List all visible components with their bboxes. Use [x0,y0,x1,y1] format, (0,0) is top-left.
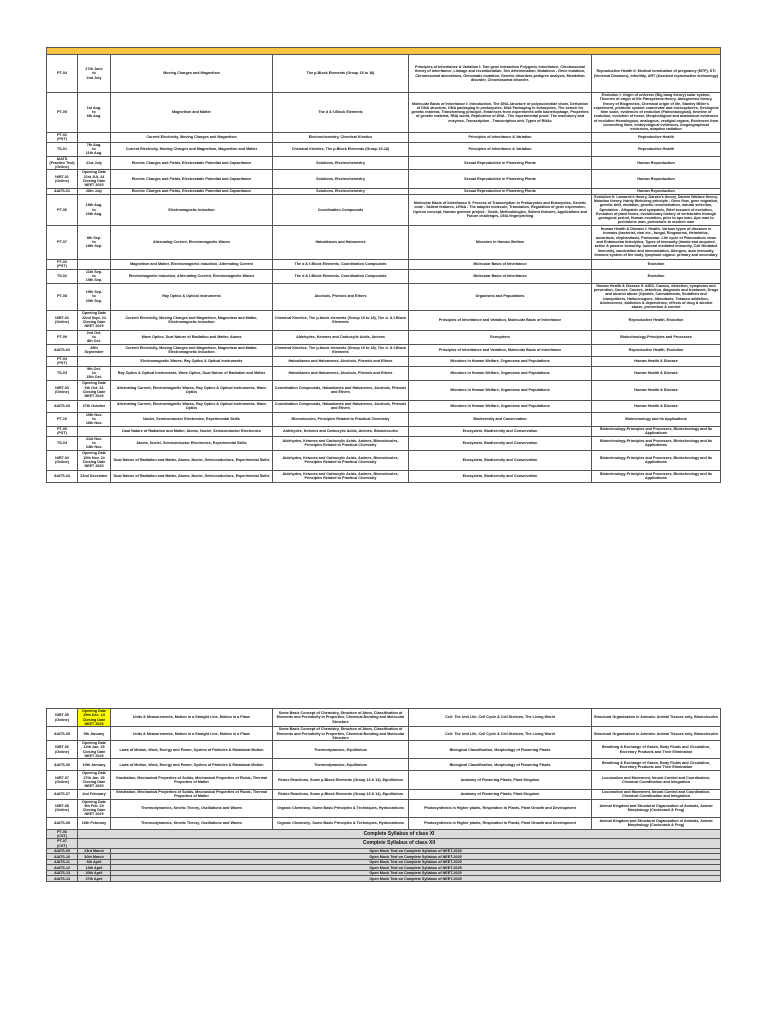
chemistry-cell: Aldehydes, Ketones and Carboxylic Acids, Amines, Biomolecules [273,426,409,436]
biology-cell: Locomotion and Movement, Neural Control and Coordination, Chemical Coordination and Integration [592,771,721,789]
chemistry-cell: Thermodynamics, Equilibrium [273,741,409,759]
biology-cell: Microbes in Human Welfare [409,225,592,259]
test-name-cell: AIATS-04 [47,470,78,482]
biology-cell: Biotechnology-Principles and Processes, Biotechnology and its Applications [592,436,721,450]
biology-cell: Human Health & Disease [592,400,721,412]
date-cell: 30th March [78,854,111,860]
biology-cell: Molecular Basis of Inheritance II: Process of Transcription in Prokaryotes and Eukaryotes, Genetic code - Salient features, t-RNA - The adapter molecule, Translation, Regulation of gene expression, Operon concept, Human genome project - Goals, Methodologies, Salient features, Applications and Future challenges, DNA fingerprinting [409,194,592,225]
syllabus-cell: Complete Syllabus of class XII [78,839,721,849]
table-row [47,55,721,93]
biology-cell: Reproductive Health, Evolution [592,344,721,356]
table-row [47,709,721,727]
physics-cell: Current Electricity, Moving Charges and Magnetism, Magnetism and Matter, Electromagnetic Induction [111,344,273,356]
biology-cell: Evolution II: Lamarck's theory, Darwin's theory, Darwin Wallace theory, Mutation theory, Hardy Weinberg principle - Gene flow, gene migration, genetic drift, mutation, genetic recombination, natural selection, Speciation - Allopatric and sympatric, Brief account of evolution, Evolution of plant forms, evolutionary history of vertebrates through geological period, Human evolution, prior to ape man, Ape man to prehistoric man, prehistoric to modern man [592,194,721,225]
table-row [47,380,721,400]
chemistry-cell: Coordination Compounds [273,194,409,225]
date-cell: 18th Aug. to 20th Aug. [78,194,111,225]
chemistry-cell: Organic Chemistry- Some Basic Principles & Techniques, Hydrocarbons [273,799,409,817]
table-row [47,759,721,771]
chemistry-cell: Solutions, Electrochemistry [273,188,409,194]
date-cell: 21st Nov. to 24th Nov. [78,436,111,450]
biology-cell: Principles of Inheritance and Variation, Molecular Basis of Inheritance [409,310,592,330]
date-cell: 13th April [78,865,111,871]
biology-cell: Human Health & Disease [592,380,721,400]
biology-cell: Sexual Reproduction in Flowering Plants [409,156,592,170]
physics-cell: Gravitation, Mechanical Properties of Solids, Mechanical Properties of Fluids, Thermal Properties of Matter [111,789,273,799]
biology-cell: Ecosystem, Biodiversity and Conservation [409,436,592,450]
physics-cell: Nuclei, Semiconductor Electronics, Experimental Skills [111,412,273,426]
biology-cell: Reproductive Health, Evolution [592,310,721,330]
chemistry-cell: Solutions, Electrochemistry [273,170,409,188]
physics-cell: Current Electricity, Moving Charges and Magnetism [111,132,273,142]
test-name-cell: AIATS-07 [47,789,78,799]
chemistry-cell: Solutions, Electrochemistry [273,156,409,170]
chemistry-cell: Organic Chemistry- Some Basic Principles & Techniques, Hydrocarbons [273,817,409,829]
chemistry-cell: Chemical Kinetics, The p-block elements (Group 15 to 18), The d- & f-Block Elements [273,344,409,356]
physics-cell: Laws of Motion, Work, Energy and Power, System of Particles & Rotational Motion [111,759,273,771]
biology-cell: Molecular Basis of Inheritance [409,259,592,269]
date-cell: 11th Sep. to 15th Sep. [78,269,111,283]
date-cell: Opening Date 21st JUL 24 Closing Date NEET 2025 [78,170,111,188]
biology-cell: Ecosystem, Biodiversity and Conservation [409,470,592,482]
syllabus-cell: Open Mock Test on Complete Syllabus of NEET-2025 [111,859,721,865]
biology-cell: Principles of Inheritance & Variation [409,132,592,142]
chemistry-cell: Redox Reactions, Some p-Block Elements (Group 13 & 14), Equilibrium [273,771,409,789]
date-cell: 21st July [78,156,111,170]
table-row [47,344,721,356]
physics-cell: Dual Nature of Radiation and Matter, Atoms, Nuclei, Semiconductor Electronics [111,426,273,436]
chemistry-cell: Chemical Kinetics, The p-block elements (Group 15 to 18), The d- & f-Block Elements [273,310,409,330]
biology-cell: Microbes in Human Welfare, Organisms and Populations [409,400,592,412]
test-name-cell: AIATS-01 [47,188,78,194]
biology-cell: Principles of Inheritance & Variation [409,142,592,156]
biology-cell: Human Health & Disease [592,366,721,380]
table-row [47,283,721,310]
biology-cell: Structural Organisation in Animals: Animal Tissues only, Biomolecules [592,727,721,741]
physics-cell: Electromagnetic Induction [111,194,273,225]
chemistry-cell: Haloalkanes and Haloarenes, Alcohols, Phenols and Ethers [273,356,409,366]
schedule-table-bottom [46,708,721,882]
physics-cell: Wave Optics, Dual Nature of Radiation and Matter, Atoms [111,330,273,344]
biology-cell: Ecosystem, Biodiversity and Conservation [409,450,592,470]
biology-cell: Reproductive Health II: Medical termination of pregnancy (MTP), STI (Venereal Diseases), Infertility, ART (Assisted reproductive technology) [592,55,721,93]
biology-cell: Cell: The Unit Life, Cell Cycle & Cell Division, The Living World [409,727,592,741]
chemistry-cell: Coordination Compounds, Haloalkanes and Haloarenes, Alcohols, Phenols and Ethers [273,400,409,412]
test-name-cell: PT-10 [47,412,78,426]
chemistry-cell: Thermodynamics, Equilibrium [273,759,409,771]
biology-cell: Principles of Inheritance and Variation, Molecular Basis of Inheritance [409,344,592,356]
date-cell: Opening Date 10th Nov. 24 Closing Date NEET 2025 [78,450,111,470]
test-name-cell: TS-01 [47,142,78,156]
physics-cell: Electric Charges and Fields, Electrostatic Potential and Capacitance [111,170,273,188]
biology-cell: Animal Kingdom and Structural Organisation of Animals, Animal Morphology (Cockroach & Frog) [592,799,721,817]
biology-cell: Evolution [592,269,721,283]
date-cell [78,259,111,269]
biology-cell: Molecular Basis of Inheritance [409,269,592,283]
physics-cell: Current Electricity, Moving Charges and Magnetism, Magnetism and Matter, Electromagnetic Induction [111,310,273,330]
test-name-cell: NIRT-05 (Online) [47,709,78,727]
physics-cell: Laws of Motion, Work, Energy and Power, System of Particles & Rotational Motion [111,741,273,759]
date-cell: 2nd February [78,789,111,799]
test-name-cell: TS-03 [47,366,78,380]
table-row [47,470,721,482]
biology-cell: Reproductive Health [592,132,721,142]
test-name-cell: NIRT-06 (Online) [47,741,78,759]
biology-cell: Evolution [592,259,721,269]
biology-cell: Sexual Reproduction in Flowering Plants [409,170,592,188]
date-cell: 6th April [78,859,111,865]
biology-cell: Locomotion and Movement, Neural Control and Coordination, Chemical Coordination and Integration [592,789,721,799]
biology-cell: Microbes in Human Welfare, Organisms and Populations [409,356,592,366]
test-name-cell: AIATS-11 [47,859,78,865]
table-row [47,799,721,817]
physics-cell: Ray Optics & Optical Instruments [111,283,273,310]
test-name-cell: PT-08 [47,283,78,310]
chemistry-cell: Coordination Compounds, Haloalkanes and Haloarenes, Alcohols, Phenols and Ethers [273,380,409,400]
biology-cell: Evolution I: Origin of universe (Big bang theory) solar system, Theories of origin of life Panspermia theory, Abiogenesis theory, theory of Biogenesis, Chemical origin of life, Stanley Miller's experiment, prebiotic system coacervate and microspheres, Geological time scale, evidences of evolution (Paleontological), timeline of evolution, evolution of horse, Morphological and anatomical evidences of evolution Homologous, analogous, vestigial organs, Evidences from connecting links, embryological evidences, biogeographical evidences, adaptive radiation [592,93,721,133]
test-name-cell: PT-03 (PST) [47,259,78,269]
date-cell: 7th Aug. to 11th Aug. [78,142,111,156]
test-name-cell: AIATS-06 [47,759,78,771]
test-name-cell: AIATS (Practice Test) (Online) [47,156,78,170]
physics-cell: Electric Charges and Fields, Electrostatic Potential and Capacitance [111,156,273,170]
date-cell: 27th April [78,876,111,882]
table-row [47,817,721,829]
biology-cell: Animal Kingdom and Structural Organisation of Animals, Animal Morphology (Cockroach & Frog) [592,817,721,829]
test-name-cell: PT-09 [47,330,78,344]
test-name-cell: AIATS-09 [47,848,78,854]
biology-cell: Biological Classification, Morphology of Flowering Plants [409,741,592,759]
date-cell: 8th Sep. to 18th Sep. [78,225,111,259]
chemistry-cell: The p-Block Elements (Group 15 to 18) [273,55,409,93]
table-row [47,170,721,188]
date-cell: 2nd Oct. to 8th Oct. [78,330,111,344]
test-name-cell: PT-04 [47,55,78,93]
chemistry-cell: Aldehydes, Ketones and Carboxylic Acids, Amines, Biomolecules, Principles Related to Practical Chemistry [273,450,409,470]
date-cell: 29th September [78,344,111,356]
biology-cell: Reproductive Health [592,142,721,156]
table-row [47,741,721,759]
test-name-cell: AIATS-10 [47,854,78,860]
test-name-cell: AIATS-05 [47,727,78,741]
test-name-cell: NIRT-08 (Online) [47,799,78,817]
chemistry-cell: Alcohols, Phenols and Ethers [273,283,409,310]
test-name-cell: PT-06 [47,194,78,225]
test-name-cell: PT-07 [47,225,78,259]
physics-cell: Electromagnetic Waves, Ray Optics & Optical Instruments [111,356,273,366]
physics-cell: Units & Measurements, Motion in a Straight Line, Motion in a Plane [111,709,273,727]
physics-cell: Alternating Current, Electromagnetic Waves [111,225,273,259]
table-row [47,436,721,450]
biology-cell: Ecosystem [409,330,592,344]
biology-cell: Biotechnology-Principles and Processes, Biotechnology and its Applications [592,450,721,470]
table-row [47,771,721,789]
physics-cell: Ray Optics & Optical Instruments, Wave Optics, Dual Nature of Radiation and Matter [111,366,273,380]
physics-cell: Electric Charges and Fields, Electrostatic Potential and Capacitance [111,188,273,194]
date-cell: 23rd March [78,848,111,854]
date-cell: 28th July [78,188,111,194]
test-name-cell: TS-02 [47,269,78,283]
table-row [47,330,721,344]
date-cell: 27th October [78,400,111,412]
table-row [47,450,721,470]
chemistry-cell: Some Basic Concept of Chemistry, Structure of Atom, Classification of Elements and Periodicity in Properties, Chemical Bonding and Molecular Structure [273,709,409,727]
date-cell: Opening Date 22nd Sept. 24 Closing Date NEET 2025 [78,310,111,330]
test-name-cell: AIATS-08 [47,817,78,829]
physics-cell: Dual Nature of Radiation and Matter, Atoms, Nuclei, Semiconductors, Experimental Skills [111,470,273,482]
chemistry-cell: Biomolecules, Principles Related to Practical Chemistry [273,412,409,426]
table-row [47,400,721,412]
biology-cell: Biodiversity and Conservation [409,412,592,426]
chemistry-cell: Chemical Kinetics, The p-Block Elements (Group 15-18) [273,142,409,156]
date-cell [78,356,111,366]
table-row [47,310,721,330]
biology-cell: Microbes in Human Welfare, Organisms and Populations [409,380,592,400]
physics-cell: Alternating Current, Electromagnetic Waves, Ray Optics & Optical Instruments, Wave Optics [111,400,273,412]
biology-cell: Photosynthesis in Higher plants, Respiration in Plants, Plant Growth and Development [409,817,592,829]
biology-cell: Biotechnology-Principles and Processes, Biotechnology and its Applications [592,470,721,482]
biology-cell: Cell: The Unit Life, Cell Cycle & Cell Division, The Living World [409,709,592,727]
physics-cell: Magnetism and Matter [111,93,273,133]
table-row [47,225,721,259]
syllabus-cell: Complete Syllabus of class XI [78,829,721,839]
test-name-cell: PT-04 (PST) [47,356,78,366]
chemistry-cell: The d & f-Block Elements, Coordination Compounds [273,269,409,283]
test-name-cell: NIRT-03 (Online) [47,380,78,400]
syllabus-cell: Open Mock Test on Complete Syllabus of NEET-2025 [111,865,721,871]
biology-cell: Human Reproduction [592,156,721,170]
physics-cell: Thermodynamics, Kinetic Theory, Oscillations and Waves [111,799,273,817]
table-row [47,269,721,283]
test-name-cell: NIRT-07 (Online) [47,771,78,789]
biology-cell: Breathing & Exchange of Gases, Body Fluids and Circulation, Excretory Products and Their Elimination [592,741,721,759]
chemistry-cell: Redox Reactions, Some p-Block Elements (Group 13 & 14), Equilibrium [273,789,409,799]
date-cell: 5th January [78,727,111,741]
header-bar [47,48,721,55]
table-row [47,132,721,142]
date-cell: 1st Aug. to 6th Aug. [78,93,111,133]
chemistry-cell: The d & f-Block Elements [273,93,409,133]
date-cell: Opening Date 29th Dec. 24 Closing Date NEET 2025 [78,709,111,727]
date-cell: Opening Date 9th Feb. 25 Closing Date NEET 2025 [78,799,111,817]
table-row [47,366,721,380]
biology-cell: Anatomy of Flowering Plants, Plant Kingdom [409,771,592,789]
biology-cell: Anatomy of Flowering Plants, Plant Kingdom [409,789,592,799]
biology-cell: Human Reproduction [592,188,721,194]
biology-cell: Human Health & Disease [592,356,721,366]
test-name-cell: PT-02 (PST) [47,132,78,142]
table-row [47,412,721,426]
syllabus-cell: Open Mock Test on Complete Syllabus of NEET-2025 [111,870,721,876]
chemistry-cell: Haloalkanes and Haloarenes [273,225,409,259]
table-row [47,356,721,366]
date-cell: 22nd December [78,470,111,482]
test-name-cell: AIATS-13 [47,870,78,876]
date-cell: 19th Sep. to 20th Sep. [78,283,111,310]
biology-cell: Sexual Reproduction in Flowering Plants [409,188,592,194]
biology-cell: Biotechnology and its Applications [592,412,721,426]
table-row [47,93,721,133]
test-name-cell: AIATS-02 [47,344,78,356]
syllabus-cell: Open Mock Test on Complete Syllabus of NEET-2025 [111,848,721,854]
physics-cell: Gravitation, Mechanical Properties of Solids, Mechanical Properties of Fluids, Thermal Properties of Matter [111,771,273,789]
test-name-cell: NIRT-01 (Online) [47,170,78,188]
test-name-cell: AIATS-03 [47,400,78,412]
biology-cell: Photosynthesis in Higher plants, Respiration in Plants, Plant Growth and Development [409,799,592,817]
test-name-cell: TS-04 [47,436,78,450]
chemistry-cell: Aldehydes, Ketones and Carboxylic Acids, Amines, Biomolecules, Principles Related to Practical Chemistry [273,470,409,482]
test-name-cell: PT-06 (CST) [47,829,78,839]
biology-cell: Ecosystem, Biodiversity and Conservation [409,426,592,436]
table-row [47,876,721,882]
biology-cell: Human Health & Disease II: AIDS- Causes, detection, symptoms and prevention, Cancer- Causes, detection, diagnosis and treatment, Drugs and alcohol abuse (Opioids, Cannabinoids, Sedatives and tranquilizers, Hallucinogens, Stimulants, Tobacco addiction, Adolescence, addiction & dependence, effects of drug & alcohol abuse, prevention & control [592,283,721,310]
table-row [47,194,721,225]
biology-cell: Organisms and Populations [409,283,592,310]
table-row [47,259,721,269]
table-row [47,426,721,436]
test-name-cell: NIRT-04 (Online) [47,450,78,470]
table-row [47,839,721,849]
date-cell [78,132,111,142]
syllabus-cell: Open Mock Test on Complete Syllabus of NEET-2025 [111,854,721,860]
biology-cell: Structural Organisation in Animals: Animal Tissues only, Biomolecules [592,709,721,727]
date-cell: Opening Date 12th Jan. 25 Closing Date NEET 2025 [78,741,111,759]
biology-cell: Biotechnology-Principles and Processes [592,330,721,344]
date-cell: 16th February [78,817,111,829]
chemistry-cell: Haloalkanes and Haloarenes, Alcohols, Phenols and Ethers [273,366,409,380]
table-row [47,789,721,799]
physics-cell: Moving Charges and Magnetism [111,55,273,93]
physics-cell: Units & Measurements, Motion in a Straight Line, Motion in a Plane [111,727,273,741]
physics-cell: Thermodynamics, Kinetic Theory, Oscillations and Waves [111,817,273,829]
table-row [47,829,721,839]
date-cell: Opening Date 27th Jan. 25 Closing Date NEET 2025 [78,771,111,789]
biology-cell: Molecular Basis of Inheritance I: Introduction, The DNA-structure of polynucleotide chain, Derivation of DNA structure, DNA packaging in prokaryotes, DNA Packaging in eukaryotes, The search for genetic material, Transforming principle, Evidences from experiments with bacteriophage, Properties of genetic material, RNA world, Replication of DNA - The experimental proof, The machinery and enzymes, Transcription - Transcription unit, Types of RNAs [409,93,592,133]
biology-cell: Human Reproduction [592,170,721,188]
date-cell [78,426,111,436]
chemistry-cell: Aldehydes, Ketones and Carboxylic Acids, Amines [273,330,409,344]
biology-cell: Principles of Inheritance & Variation I: Two gene interaction Polygenic inheritance, Chromosomal theory of inheritance, Linkage and recombination, Sex determination, Mutations - Gene mutation, Chromosomal aberrations, Genomatic mutation, Genetic disorders-pedigree analysis, Mendelian disorder, Chromosomal disorder. [409,55,592,93]
test-name-cell: PT-05 (PST) [47,426,78,436]
chemistry-cell: Some Basic Concept of Chemistry, Structure of Atom, Classification of Elements and Periodicity in Properties, Chemical Bonding and Molecular Structure [273,727,409,741]
table-row [47,156,721,170]
test-name-cell: PT-07 (CST) [47,839,78,849]
table-row [47,727,721,741]
physics-cell: Dual Nature of Radiation and Matter, Atoms, Nuclei, Semiconductors, Experimental Skills [111,450,273,470]
date-cell: 19th January [78,759,111,771]
biology-cell: Biotechnology-Principles and Processes, Biotechnology and its Applications [592,426,721,436]
chemistry-cell: Aldehydes, Ketones and Carboxylic Acids, Amines, Biomolecules, Principles Related to Practical Chemistry [273,436,409,450]
date-cell: 9th Oct. to 13th Oct. [78,366,111,380]
date-cell: 10th Nov. to 16th Nov. [78,412,111,426]
chemistry-cell: The d & f-Block Elements, Coordination Compounds [273,259,409,269]
physics-cell: Current Electricity, Moving Charges and Magnetism, Magnetism and Matter [111,142,273,156]
test-name-cell: AIATS-14 [47,876,78,882]
date-cell: Opening Date 6th Oct. 24 Closing Date NEET 2025 [78,380,111,400]
physics-cell: Alternating Current, Electromagnetic Waves, Ray Optics & Optical Instruments, Wave Optics [111,380,273,400]
physics-cell: Atoms, Nuclei, Semiconductor Electronics, Experimental Skills [111,436,273,450]
test-name-cell: AIATS-12 [47,865,78,871]
schedule-table-top [46,47,721,483]
biology-cell: Microbes in Human Welfare, Organisms and Populations [409,366,592,380]
syllabus-cell: Open Mock Test on Complete Syllabus of NEET-2025 [111,876,721,882]
table-row [47,142,721,156]
date-cell: 27th June to 2nd July [78,55,111,93]
biology-cell: Breathing & Exchange of Gases, Body Fluids and Circulation, Excretory Products and Their Elimination [592,759,721,771]
biology-cell: Biological Classification, Morphology of Flowering Plants [409,759,592,771]
date-cell: 20th April [78,870,111,876]
physics-cell: Magnetism and Matter, Electromagnetic induction, Alternating Current [111,259,273,269]
test-name-cell: NIRT-02 (Online) [47,310,78,330]
biology-cell: Human Health & Disease I: Health- Various types of diseases in humans (bacterial, viral etc., fungal, Ringworms, Helminthic, ascariasis, elephantiasis, Protozoan- Life cycle of Plasmodium vivax and Entamoeba histolytica, Types of immunity (innate and acquired, active & passive immunity, humoral mediated immunity, Cell Mediated Immunity, vaccination and immunization, Allergies, auto immunity, Immune system of the body, lymphoid organs: primary and secondary [592,225,721,259]
physics-cell: Electromagnetic Induction, Alternating Current, Electromagnetic Waves [111,269,273,283]
chemistry-cell: Electrochemistry, Chemical Kinetics [273,132,409,142]
test-name-cell: PT-05 [47,93,78,133]
